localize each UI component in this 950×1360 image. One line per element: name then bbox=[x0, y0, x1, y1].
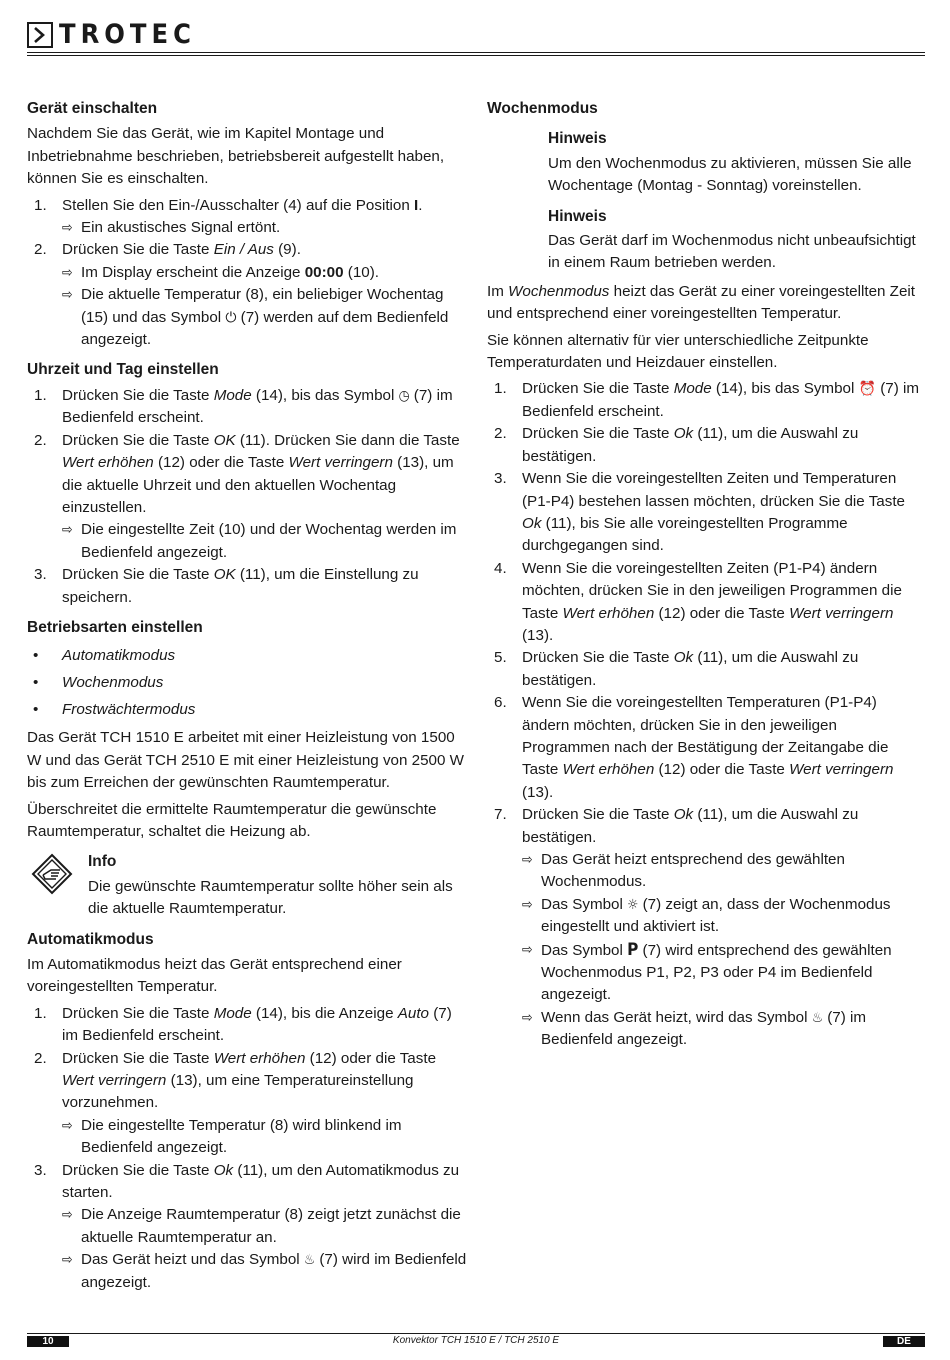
list-item: 2. Drücken Sie die Taste Wert erhöhen (12) oder die Taste Wert verringern (13), um eine Temperatureinstellung vorzunehmen. ⇨ Die eingestellte Temperatur (8) wird blinkend im Bedienfeld angezeigt. bbox=[27, 1048, 467, 1160]
result-item: ⇨ Die Anzeige Raumtemperatur (8) zeigt jetzt zunächst die aktuelle Raumtemperatur an. bbox=[62, 1206, 461, 1246]
result-item: ⇨ Die eingestellte Temperatur (8) wird blinkend im Bedienfeld angezeigt. bbox=[62, 1116, 402, 1157]
arrow-right-icon: ⇨ bbox=[62, 1117, 73, 1134]
result-item: ⇨ Ein akustisches Signal ertönt. bbox=[62, 217, 467, 239]
arrow-right-icon: ⇨ bbox=[62, 220, 73, 237]
list-item: 2. Drücken Sie die Taste Ein / Aus (9). ⇨ Im Display erscheint die Anzeige 00:00 (10). ⇨ Die aktuelle Temperatur (8), ein beliebiger Wochentag (15) und das Symbol ⏻ (7) werden auf dem Bedienfeld angezeigt. bbox=[27, 239, 467, 351]
note-box bbox=[487, 128, 925, 197]
step-list bbox=[27, 195, 467, 352]
info-box bbox=[27, 851, 467, 920]
heating-icon: ♨ bbox=[303, 1252, 316, 1269]
section-title-betriebsarten: Betriebsarten einstellen bbox=[27, 618, 203, 636]
result-item: ⇨ Wenn das Gerät heizt, wird das Symbol ♨ (7) im Bedienfeld angezeigt. bbox=[522, 1008, 867, 1049]
note-box bbox=[487, 206, 925, 275]
step-list bbox=[27, 1003, 467, 1294]
note-text: Um den Wochenmodus zu aktivieren, müssen Sie alle Wochentage (Montag - Sonntag) voreinstellen. bbox=[548, 154, 912, 195]
footer-title: Konvektor TCH 1510 E / TCH 2510 E bbox=[392, 1335, 560, 1346]
step-list bbox=[27, 385, 467, 609]
section-title-wochenmodus: Wochenmodus bbox=[487, 100, 598, 117]
arrow-right-icon: ⇨ bbox=[522, 896, 533, 913]
heating-icon: ♨ bbox=[811, 1009, 823, 1026]
arrow-right-icon: ⇨ bbox=[522, 852, 533, 868]
page-footer bbox=[27, 1333, 925, 1347]
power-icon: ⏻ bbox=[225, 309, 237, 326]
page-number: 10 bbox=[27, 1336, 69, 1347]
list-item: 3. Wenn Sie die voreingestellten Zeiten und Temperaturen (P1-P4) bestehen lassen möchten, drücken Sie die Taste Ok (11), bis Sie alle voreingestellten Programme durchgegangen sind. bbox=[494, 470, 906, 555]
language-badge: DE bbox=[883, 1336, 925, 1347]
alarm-clock-icon: ⏰ bbox=[858, 381, 876, 398]
right-column bbox=[487, 98, 925, 1056]
info-title: Info bbox=[88, 853, 117, 871]
list-item: 1. Drücken Sie die Taste Mode (14), bis das Symbol ⏰ (7) im Bedienfeld erscheint. bbox=[494, 380, 920, 420]
list-item: 1. Stellen Sie den Ein-/Ausschalter (4) auf die Position I. ⇨ Ein akustisches Signal ertönt. bbox=[27, 195, 467, 240]
result-item: ⇨ Die aktuelle Temperatur (8), ein beliebiger Wochentag (15) und das Symbol ⏻ (7) werden auf dem Bedienfeld angezeigt. bbox=[62, 286, 449, 349]
result-item: ⇨ Das Symbol ☼ (7) zeigt an, dass der Wochenmodus eingestellt und aktiviert ist. bbox=[522, 895, 891, 936]
paragraph: Im Wochenmodus heizt das Gerät zu einer voreingestellten Zeit und entsprechend einer voreingestellten Temperatur. bbox=[487, 282, 916, 323]
arrow-right-icon: ⇨ bbox=[522, 941, 533, 958]
header-rule bbox=[27, 52, 925, 56]
result-item: ⇨ Das Symbol P (7) wird entsprechend des gewählten Wochenmodus P1, P2, P3 oder P4 im Bedienfeld angezeigt. bbox=[522, 939, 892, 1004]
list-item: • Frostwächtermodus bbox=[33, 701, 196, 719]
logo-chevron-icon bbox=[27, 22, 53, 48]
arrow-right-icon: ⇨ bbox=[62, 264, 73, 281]
result-item: ⇨ Das Gerät heizt und das Symbol ♨ (7) wird im Bedienfeld angezeigt. bbox=[62, 1251, 467, 1291]
list-item: 3. Drücken Sie die Taste OK (11), um die Einstellung zu speichern. bbox=[34, 566, 419, 606]
result-item: ⇨ Im Display erscheint die Anzeige 00:00 (10). bbox=[62, 262, 467, 284]
paragraph: Das Gerät TCH 1510 E arbeitet mit einer Heizleistung von 1500 W und das Gerät TCH 2510 E mit einer Heizleistung von 2500 W bis zum Erreichen der gewünschten Raumtemperatur. bbox=[27, 729, 464, 792]
list-item: 2. Drücken Sie die Taste Ok (11), um die Auswahl zu bestätigen. bbox=[494, 425, 859, 465]
arrow-right-icon: ⇨ bbox=[62, 1252, 73, 1269]
paragraph: Sie können alternativ für vier unterschiedliche Zeitpunkte Temperaturdaten und Heizdauer einstellen. bbox=[487, 331, 869, 372]
arrow-right-icon: ⇨ bbox=[62, 1207, 73, 1224]
sun-icon: ☼ bbox=[627, 896, 639, 913]
info-text: Die gewünschte Raumtemperatur sollte höher sein als die aktuelle Raumtemperatur. bbox=[88, 877, 453, 918]
list-item: 1. Drücken Sie die Taste Mode (14), bis die Anzeige Auto (7) im Bedienfeld erscheint. bbox=[34, 1004, 452, 1045]
note-title: Hinweis bbox=[548, 207, 607, 225]
list-item: • Automatikmodus bbox=[33, 647, 176, 665]
list-item: 3. Drücken Sie die Taste Ok (11), um den Automatikmodus zu starten. ⇨ Die Anzeige Raumtemperatur (8) zeigt jetzt zunächst die aktuelle Raumtemperatur an. ⇨ Das Gerät heizt und das Symbol ♨ (7) wird im Bedienfeld angezeigt. bbox=[27, 1160, 467, 1294]
step-list bbox=[487, 378, 925, 1051]
left-column bbox=[27, 98, 467, 1298]
list-item: 1. Drücken Sie die Taste Mode (14), bis das Symbol ◷ (7) im Bedienfeld erscheint. bbox=[34, 386, 453, 427]
info-hand-icon bbox=[31, 853, 73, 895]
section-title-einschalten: Gerät einschalten bbox=[27, 100, 158, 117]
list-item: 7. Drücken Sie die Taste Ok (11), um die Auswahl zu bestätigen. ⇨ Das Gerät heizt entsprechend des gewählten Wochenmodus. ⇨ Das Symbol ☼ (7) zeigt an, dass der Wochenmodus eingestellt und aktiviert ist. ⇨ Das Symbol P (7) wird entsprechend des gewählten Wochenmodus P1, P2, P3 oder P4 im Bedienfeld angezeigt. ⇨ Wenn das Gerät heizt, wird das Symbol ♨ (7) im Bedienfeld angezeigt. bbox=[487, 804, 925, 1051]
paragraph: Überschreitet die ermittelte Raumtemperatur die gewünschte Raumtemperatur, schaltet die Heizung ab. bbox=[27, 800, 437, 840]
list-item: • Wochenmodus bbox=[33, 674, 164, 692]
mode-list bbox=[27, 642, 467, 723]
paragraph: Im Automatikmodus heizt das Gerät entsprechend einer voreingestellten Temperatur. bbox=[27, 956, 402, 996]
page-header bbox=[27, 18, 925, 58]
arrow-right-icon: ⇨ bbox=[62, 287, 73, 304]
section-title-automatikmodus: Automatikmodus bbox=[27, 930, 154, 948]
program-p-icon: P bbox=[627, 939, 639, 960]
list-item: 2. Drücken Sie die Taste OK (11). Drücken Sie dann die Taste Wert erhöhen (12) oder die Taste Wert verringern (13), um die aktuelle Uhrzeit und den aktuellen Wochentag einzustellen. ⇨ Die eingestellte Zeit (10) und der Wochentag werden im Bedienfeld angezeigt. bbox=[27, 430, 467, 564]
clock-icon: ◷ bbox=[398, 387, 410, 404]
brand-name: TROTEC bbox=[59, 19, 196, 50]
result-item: ⇨ Die eingestellte Zeit (10) und der Wochentag werden im Bedienfeld angezeigt. bbox=[62, 521, 457, 561]
paragraph: Nachdem Sie das Gerät, wie im Kapitel Montage und Inbetriebnahme beschrieben, betriebsbereit aufgestellt haben, können Sie es einschalten. bbox=[27, 125, 445, 188]
list-item: 4. Wenn Sie die voreingestellten Zeiten (P1-P4) ändern möchten, drücken Sie in den jeweiligen Programmen die Taste Wert erhöhen (12) oder die Taste Wert verringern (13). bbox=[494, 559, 902, 644]
trotec-logo bbox=[27, 20, 196, 50]
arrow-right-icon: ⇨ bbox=[62, 522, 73, 539]
result-item: ⇨ Das Gerät heizt entsprechend des gewählten Wochenmodus. bbox=[522, 851, 845, 891]
note-title: Hinweis bbox=[548, 130, 607, 148]
arrow-right-icon: ⇨ bbox=[522, 1009, 533, 1026]
note-text: Das Gerät darf im Wochenmodus nicht unbeaufsichtigt in einem Raum betrieben werden. bbox=[548, 232, 916, 272]
section-title-uhrzeit: Uhrzeit und Tag einstellen bbox=[27, 361, 219, 379]
list-item: 5. Drücken Sie die Taste Ok (11), um die Auswahl zu bestätigen. bbox=[494, 649, 859, 689]
list-item: 6. Wenn Sie die voreingestellten Temperaturen (P1-P4) ändern möchten, drücken Sie in den jeweiligen Programmen nach der Bestätigung der Zeitangabe die Taste Wert erhöhen (12) oder die Taste Wert verringern (13). bbox=[494, 694, 894, 801]
